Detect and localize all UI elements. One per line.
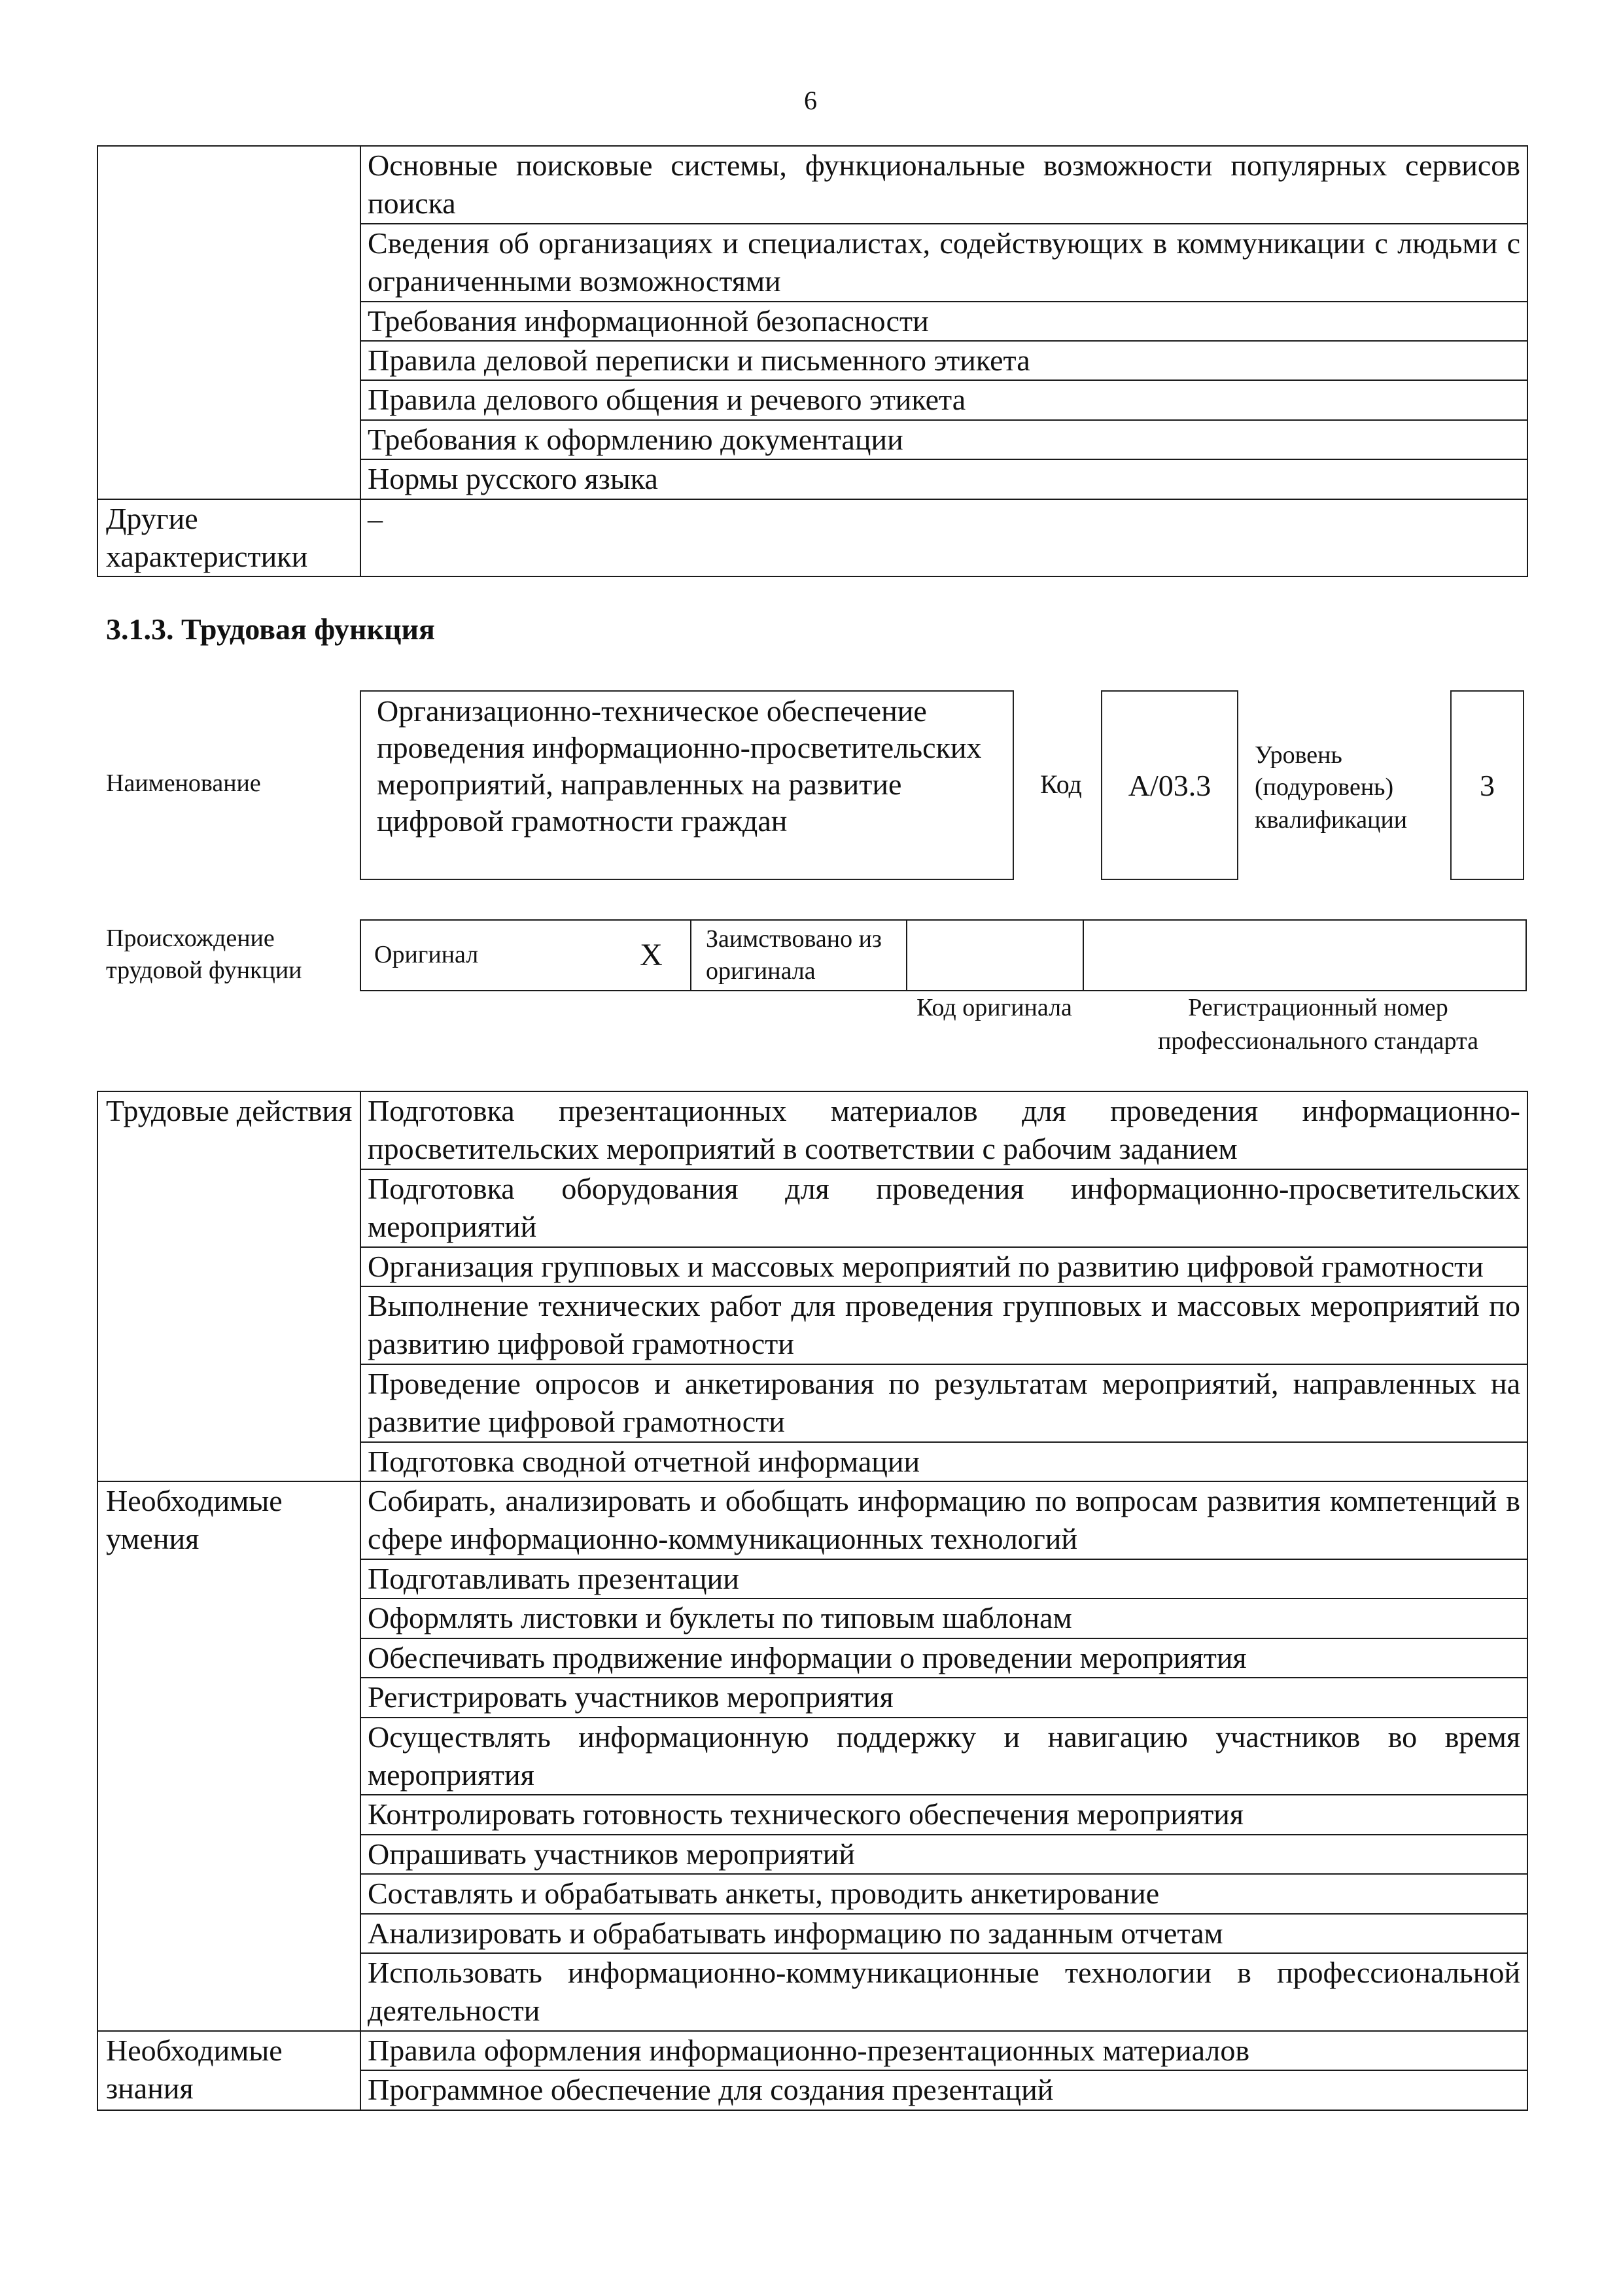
name-value-box: Организационно-техническое обеспечение проведения информационно-просветительских мероприятий, направленных на развитие цифровой грамотности граждан — [360, 690, 1014, 880]
knowledge-item: Сведения об организациях и специалистах, содействующих в коммуникации с людьми с ограниченными возможностями — [360, 224, 1527, 302]
knowledge-item: Правила деловой переписки и письменного этикета — [360, 341, 1527, 380]
knowledge-item: Правила делового общения и речевого этикета — [360, 380, 1527, 419]
action-item: Подготовка оборудования для проведения информационно-просветительских мероприятий — [360, 1169, 1527, 1247]
knowledge-label-cell — [97, 146, 360, 499]
main-table — [97, 1091, 1528, 2111]
reg-number-caption: Регистрационный номер профессионального стандарта — [1158, 994, 1478, 1055]
skill-item: Регистрировать участников мероприятия — [360, 1678, 1527, 1717]
origin-table — [360, 919, 1527, 991]
skill-item: Контролировать готовность технического обеспечения мероприятия — [360, 1795, 1527, 1834]
action-item: Выполнение технических работ для проведения групповых и массовых мероприятий по развитию цифровой грамотности — [360, 1286, 1527, 1364]
knowledge-label: Необходимые знания — [97, 2031, 360, 2110]
knowledge-item: Требования к оформлению документации — [360, 420, 1527, 459]
origin-code-cell — [907, 920, 1083, 991]
name-label: Наименование — [106, 769, 261, 797]
table-row — [97, 1091, 1527, 1169]
knowledge-item: Правила оформления информационно-презентационных материалов — [360, 2031, 1527, 2070]
knowledge-item: Основные поисковые системы, функциональные возможности популярных сервисов поиска — [360, 146, 1527, 224]
other-characteristics-label: Другие характеристики — [97, 499, 360, 577]
code-value-box: A/03.3 — [1101, 690, 1238, 880]
knowledge-item: Программное обеспечение для создания презентаций — [360, 2070, 1527, 2110]
origin-label: Происхождение трудовой функции — [106, 925, 302, 985]
level-label: Уровень (подуровень) квалификации — [1255, 741, 1408, 834]
action-item: Подготовка сводной отчетной информации — [360, 1442, 1527, 1481]
skill-item: Оформлять листовки и буклеты по типовым шаблонам — [360, 1598, 1527, 1638]
section-title: 3.1.3. Трудовая функция — [106, 612, 435, 646]
top-table — [97, 145, 1528, 577]
knowledge-item: Нормы русского языка — [360, 459, 1527, 499]
skill-item: Составлять и обрабатывать анкеты, проводить анкетирование — [360, 1874, 1527, 1913]
origin-original-label: Оригинал — [360, 920, 612, 991]
code-original-caption: Код оригинала — [916, 994, 1072, 1021]
skill-item: Опрашивать участников мероприятий — [360, 1835, 1527, 1874]
action-item: Организация групповых и массовых мероприятий по развитию цифровой грамотности — [360, 1247, 1527, 1286]
table-row — [97, 499, 1527, 577]
level-value-box: 3 — [1450, 690, 1524, 880]
other-characteristics-value: – — [360, 499, 1527, 577]
table-row — [97, 146, 1527, 224]
origin-original-mark: X — [612, 920, 691, 991]
skill-item: Осуществлять информационную поддержку и навигацию участников во время мероприятия — [360, 1718, 1527, 1795]
skill-item: Подготавливать презентации — [360, 1559, 1527, 1598]
action-item: Проведение опросов и анкетирования по результатам мероприятий, направленных на развитие цифровой грамотности — [360, 1364, 1527, 1442]
page-number: 6 — [804, 86, 817, 115]
skill-item: Использовать информационно-коммуникационные технологии в профессиональной деятельности — [360, 1953, 1527, 2031]
skills-label: Необходимые умения — [97, 1481, 360, 2031]
knowledge-item: Требования информационной безопасности — [360, 302, 1527, 341]
origin-reg-number-cell — [1083, 920, 1526, 991]
actions-label: Трудовые действия — [97, 1091, 360, 1481]
skill-item: Анализировать и обрабатывать информацию по заданным отчетам — [360, 1914, 1527, 1953]
code-label: Код — [1040, 769, 1082, 799]
table-row — [97, 1481, 1527, 1559]
origin-borrowed-label: Заимствовано из оригинала — [691, 920, 907, 991]
skill-item: Собирать, анализировать и обобщать информацию по вопросам развития компетенций в сфере информационно-коммуникационных технологий — [360, 1481, 1527, 1559]
action-item: Подготовка презентационных материалов для проведения информационно-просветительских мероприятий в соответствии с рабочим заданием — [360, 1091, 1527, 1169]
table-row — [360, 920, 1526, 991]
table-row — [97, 2031, 1527, 2070]
skill-item: Обеспечивать продвижение информации о проведении мероприятия — [360, 1638, 1527, 1678]
